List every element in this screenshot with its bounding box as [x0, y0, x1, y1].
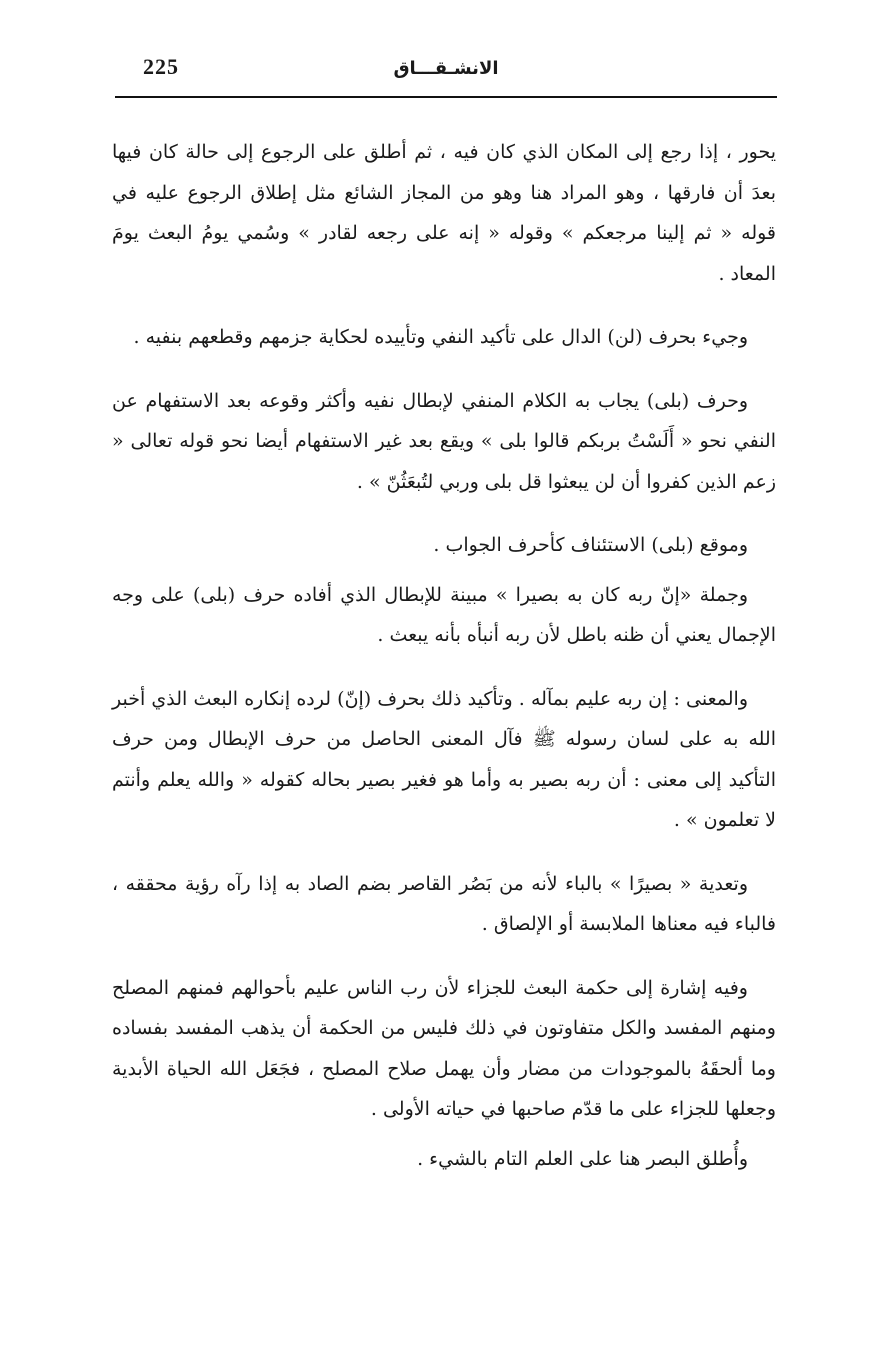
paragraph-basiran: وتعدية « بصيرًا » بالباء لأنه من بَصُر القاصر بضم الصاد به إذا رآه رؤية محققه ، فالباء فيه معناها الملابسة أو الإلصاق . — [112, 872, 776, 935]
paragraph-sight: وأُطلق البصر هنا على العلم التام بالشيء . — [417, 1147, 748, 1170]
page-number: 225 — [143, 54, 179, 79]
running-title: الانشـقـــاق — [393, 58, 499, 79]
paragraph-lan: وجيء بحرف (لن) الدال على تأكيد النفي وتأييده لحكاية جزمهم وقطعهم بنفيه . — [133, 326, 748, 348]
paragraph-bala-answer: وحرف (بلى) يجاب به الكلام المنفي لإبطال نفيه وأكثر وقوعه بعد الاستفهام عن النفي نحو « أَلَسْتُ بربكم قالوا بلى » ويقع بعد غير الاستفهام أيضا نحو قوله تعالى « زعم الذين كفروا أن لن يبعثوا قل بلى وربي لتُبعَثُنّ » . — [112, 389, 776, 493]
page-body — [112, 132, 776, 1202]
paragraph-meaning: والمعنى : إن ربه عليم بمآله . وتأكيد ذلك بحرف (إنّ) لرده إنكاره البعث الذي أخبر الله به على لسان رسوله ﷺ فآل المعنى الحاصل من حرف الإبطال ومن حرف التأكيد إلى معنى : أن ربه بصير به وأما هو فغير بصير بحاله كقوله « والله يعلم وأنتم لا تعلمون » . — [112, 687, 776, 831]
paragraph-wisdom: وفيه إشارة إلى حكمة البعث للجزاء لأن رب الناس عليم بأحوالهم فمنهم المصلح ومنهم المفسد والكل متفاوتون في ذلك فليس من الحكمة أن يذهب المفسد بفساده وما ألحقَهُ بالموجودات من مضار وأن يهمل صلاح المصلح ، فجَعَل الله الحياة الأبدية وجعلها للجزاء على ما قدّم صاحبها في حياته الأولى . — [112, 976, 776, 1120]
paragraph-inna-sentence: وجملة «إنّ ربه كان به بصيرا » مبينة للإبطال الذي أفاده حرف (بلى) على وجه الإجمال يعني أن ظنه باطل لأن ربه أنبأه بأنه يبعث . — [112, 583, 776, 646]
paragraph-bala-position: وموقع (بلى) الاستئناف كأحرف الجواب . — [433, 534, 748, 556]
header-divider — [115, 96, 777, 98]
page-header — [115, 52, 777, 92]
paragraph-yahur: يحور ، إذا رجع إلى المكان الذي كان فيه ، ثم أطلق على الرجوع إلى حالة كان فيها بعدَ أن فارقها ، وهو المراد هنا وهو من المجاز الشائع مثل إطلاق الرجوع عليه في قوله « ثم إلينا مرجعكم » وقوله « إنه على رجعه لقادر » وسُمي يومُ البعث يومَ المعاد . — [112, 141, 776, 285]
